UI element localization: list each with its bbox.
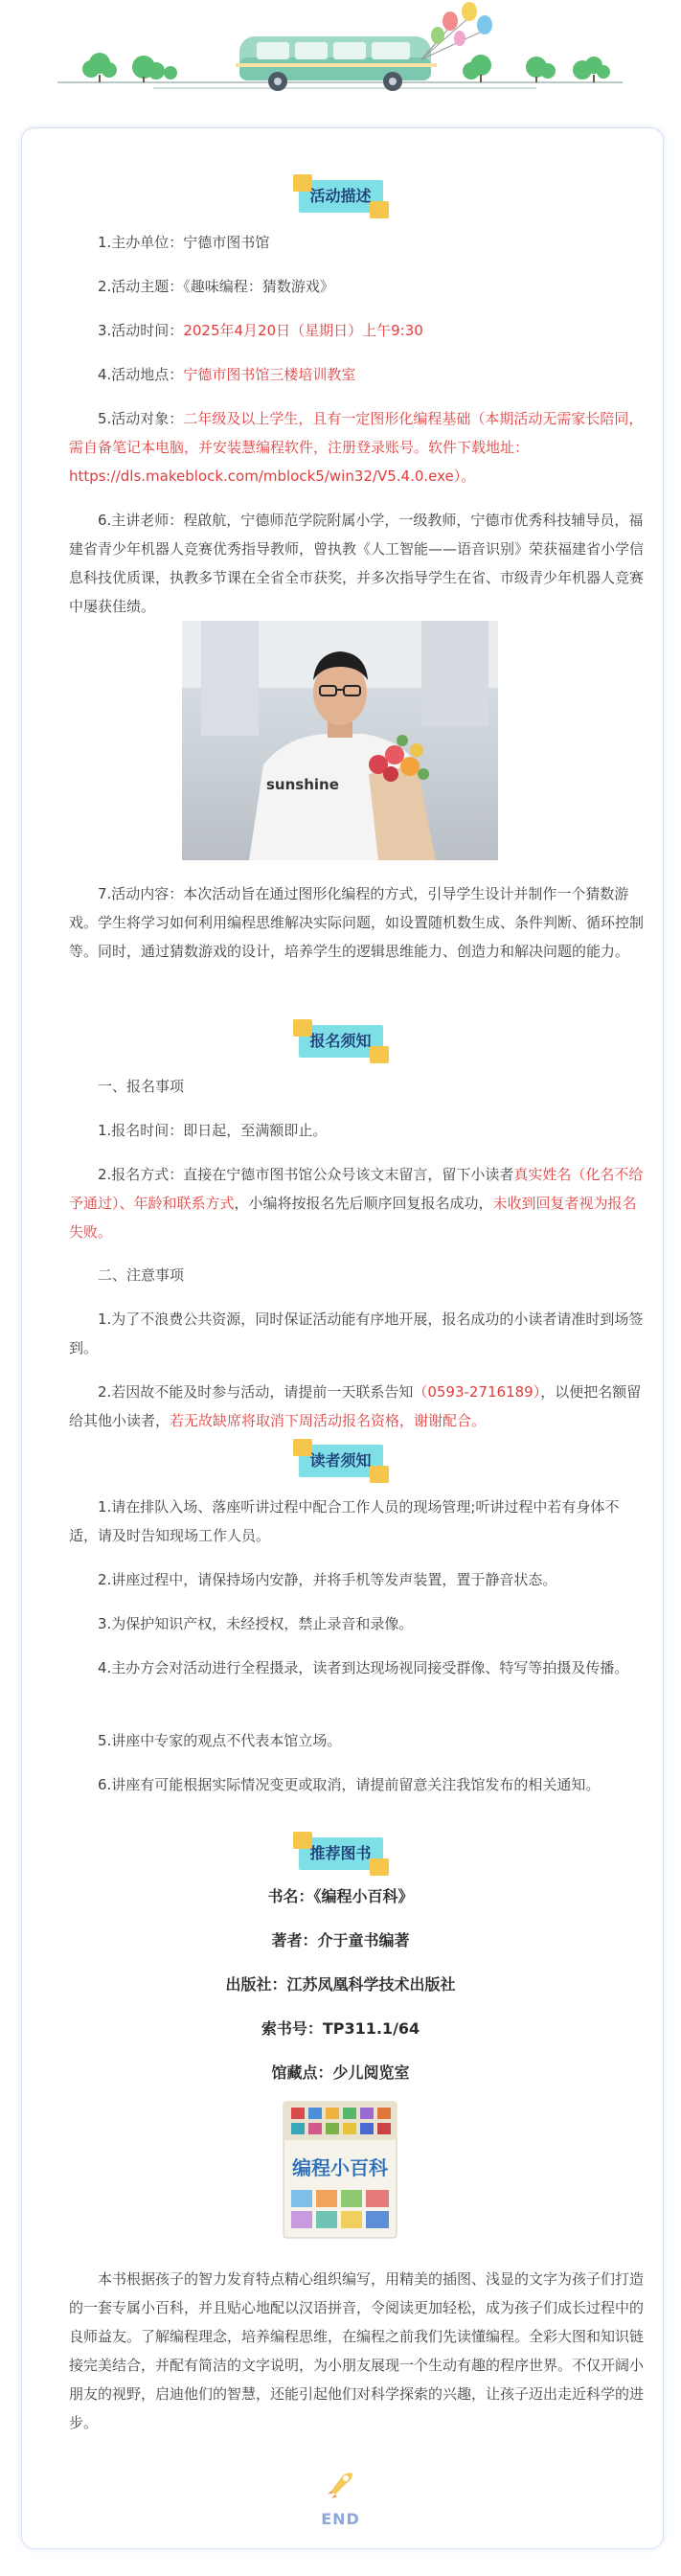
signup-method	[69, 1160, 644, 1246]
signup-note-2-a: 2.若因故不能及时参与活动，请提前一天联系告知	[98, 1383, 414, 1401]
signup-note-2-d: 若无故缺席将取消下周活动报名资格，谢谢配合。	[170, 1412, 487, 1429]
section-badge-notice: 读者须知	[298, 1445, 382, 1477]
book-author: 著者：介于童书编著	[271, 1931, 410, 1949]
signup-note-2	[69, 1378, 644, 1435]
notice-rule-3: 3.为保护知识产权，未经授权，禁止录音和录像。	[98, 1615, 414, 1632]
section-books-header	[0, 1832, 681, 1876]
activity-time-value: 2025年4月20日（星期日）上午9:30	[183, 322, 423, 339]
notice-rule-4: 4.主办方会对活动进行全程摄录，读者到达现场视同接受群像、特写等拍摄及传播。	[98, 1659, 629, 1676]
signup-method-d: 未收到回复者视为报名失败。	[69, 1195, 637, 1241]
book-call-number: 索书号：TP311.1/64	[261, 2019, 420, 2038]
activity-teacher: 6.主讲老师：程啟航，宁德师范学院附属小学，一级教师，宁德市优秀科技辅导员，福建省青少年机器人竞赛优秀指导教师，曾执教《人工智能——语音识别》荣获福建省小学信息科技优质课，执教多节课在全省全市获奖，并多次指导学生在省、市级青少年机器人竞赛中屡获佳绩。	[69, 512, 645, 615]
section-badge-activity: 活动描述	[298, 180, 382, 213]
section-badge-books: 推荐图书	[298, 1837, 382, 1870]
book-cover	[278, 2098, 402, 2242]
notice-rule-1: 1.请在排队入场、落座听讲过程中配合工作人员的现场管理;听讲过程中若有身体不适，请及时告知现场工作人员。	[69, 1498, 620, 1544]
notice-rule-6: 6.讲座有可能根据实际情况变更或取消，请提前留意关注我馆发布的相关通知。	[98, 1776, 601, 1793]
signup-time: 1.报名时间：即日起，至满额即止。	[98, 1122, 328, 1139]
section-activity-header	[0, 174, 681, 218]
section-badge-signup: 报名须知	[298, 1025, 382, 1058]
activity-theme: 2.活动主题：《趣味编程：猜数游戏》	[98, 278, 334, 295]
signup-method-b: 真实姓名（化名不给予通过）、年龄和联系方式	[69, 1166, 644, 1212]
book-description: 本书根据孩子的智力发育特点精心组织编写，用精美的插图、浅显的文字为孩子们打造的一套专属小百科，并且贴心地配以汉语拼音，令阅读更加轻松，成为孩子们成长过程中的良师益友。了解编程理念，培养编程思维，在编程之前我们先读懂编程。全彩大图和知识链接完美结合，并配有简洁的文字说明，为小朋友展现一个生动有趣的程序世界。不仅开阔小朋友的视野，启迪他们的智慧，还能引起他们对科学探索的兴趣，让孩子迈出走近科学的进步。	[69, 2270, 645, 2431]
signup-method-c: ，小编将按报名先后顺序回复报名成功，	[234, 1195, 493, 1212]
signup-heading-2: 二、注意事项	[98, 1266, 185, 1284]
activity-location-label: 4.活动地点：	[98, 366, 184, 383]
book-cover-title: 编程小百科	[292, 2156, 388, 2179]
activity-content: 7.活动内容：本次活动旨在通过图形化编程的方式，引导学生设计并制作一个猜数游戏。学生将学习如何利用编程思维解决实际问题，如设置随机数生成、条件判断、循环控制等。同时，通过猜数游戏的设计，培养学生的逻辑思维能力、创造力和解决问题的能力。	[69, 885, 645, 960]
activity-location-value: 宁德市图书馆三楼培训教室	[183, 366, 356, 383]
section-signup-header	[0, 1019, 681, 1063]
activity-time-label: 3.活动时间：	[98, 322, 184, 339]
activity-location	[69, 360, 644, 389]
activity-organizer: 1.主办单位：宁德市图书馆	[98, 234, 270, 251]
notice-rule-2: 2.讲座过程中，请保持场内安静，并将手机等发声装置，置于静音状态。	[98, 1571, 557, 1588]
notice-rule-5: 5.讲座中专家的观点不代表本馆立场。	[98, 1732, 342, 1749]
signup-heading-1: 一、报名事项	[98, 1078, 185, 1095]
activity-audience	[69, 404, 644, 490]
teacher-photo	[182, 621, 498, 860]
signup-method-a: 2.报名方式：直接在宁德市图书馆公众号该文末留言，留下小读者	[98, 1166, 514, 1183]
book-publisher: 出版社：江苏凤凰科学技术出版社	[225, 1975, 456, 1994]
shirt-text: sunshine	[266, 776, 339, 793]
activity-time	[69, 316, 644, 345]
book-title: 书名：《编程小百科》	[267, 1887, 414, 1905]
end-label: END	[321, 2510, 360, 2528]
activity-audience-value: 二年级及以上学生，且有一定图形化编程基础（本期活动无需家长陪同，需自备笔记本电脑，并安装慧编程软件，注册登录账号。软件下载地址：https://dls.makeblock.com/mblock5/win32/V5.4.0.exe）。	[69, 410, 644, 485]
signup-phone: （0593-2716189）	[413, 1383, 541, 1401]
header-illustration	[0, 0, 681, 105]
signup-note-2-c: ，以便把名额留给其他小读者，	[69, 1383, 642, 1429]
section-notice-header	[0, 1439, 681, 1483]
signup-note-1: 1.为了不浪费公共资源，同时保证活动能有序地开展，报名成功的小读者请准时到场签到。	[69, 1311, 644, 1356]
rocket-icon	[324, 2470, 356, 2498]
book-location: 馆藏点：少儿阅览室	[271, 2063, 410, 2082]
activity-audience-label: 5.活动对象：	[98, 410, 184, 427]
